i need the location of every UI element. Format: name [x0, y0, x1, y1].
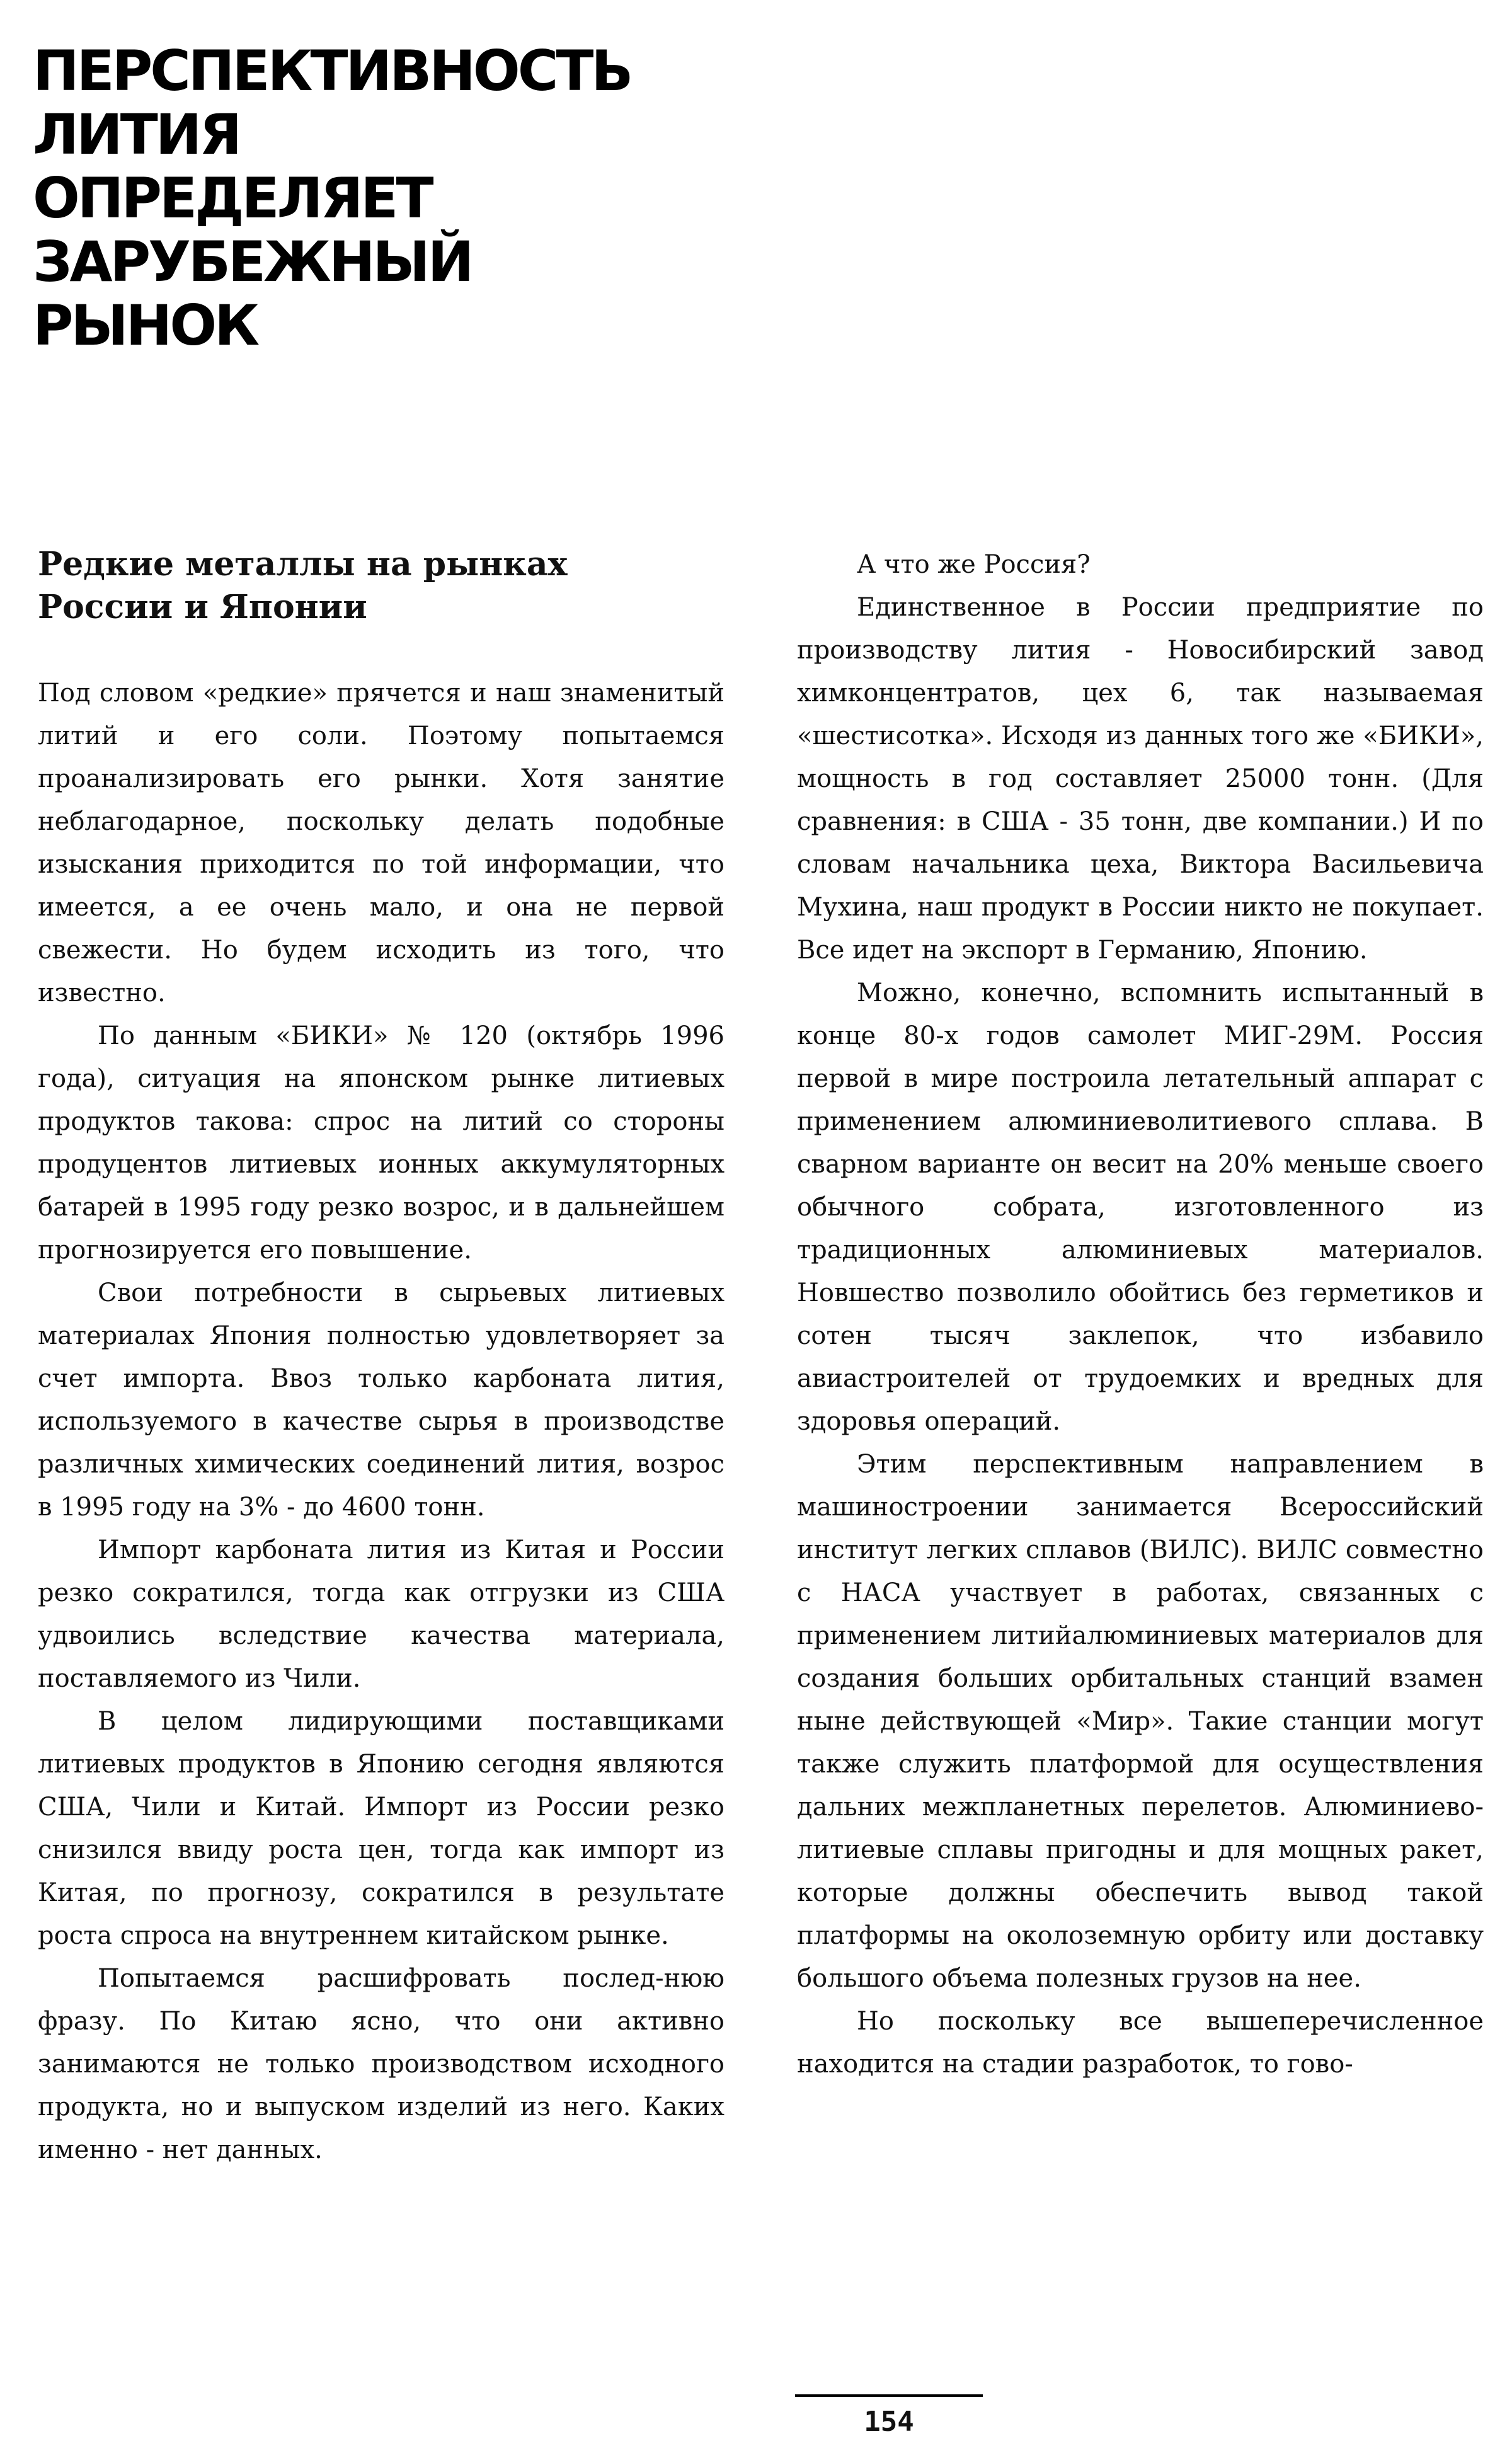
body-paragraph: Но поскольку все вышеперечисленное находится на стадии разработок, то гово-	[797, 2007, 1484, 2079]
body-paragraph: А что же Россия?	[857, 550, 1091, 579]
body-paragraph: Этим перспективным направлением в машиностроении занимается Всероссийский институт легких сплавов (ВИЛС). ВИЛС совместно с НАСА участвует в работах, связанных с применением литийалюминиевых материалов для создания больших орбитальных станций взамен ныне действующей «Мир». Такие станции могут также служить платформой для осуществления дальних межпланетных перелетов. Алюминиево-литиевые сплавы пригодны и для мощных ракет, которые должны обеспечить вывод такой платформы на околоземную орбиту или доставку большого объема полезных грузов на нее.	[797, 1450, 1484, 1993]
body-paragraph: Попытаемся расшифровать послед-нюю фразу. По Китаю ясно, что они активно занимаются не только производством исходного продукта, но и выпуском изделий из него. Каких именно - нет данных.	[38, 1964, 724, 2164]
body-paragraph: Единственное в России предприятие по производству лития - Новосибирский завод химконцентратов, цех 6, так называемая «шестисотка». Исходя из данных того же «БИКИ», мощность в год составляет 25000 тонн. (Для сравнения: в США - 35 тонн, две компании.) И по словам начальника цеха, Виктора Васильевича Мухина, наш продукт в России никто не покупает. Все идет на экспорт в Германию, Японию.	[797, 593, 1484, 965]
footer-divider	[795, 2394, 983, 2397]
page-number: 154	[864, 2406, 914, 2438]
article-headline	[33, 39, 726, 357]
subheading-line: России и Японии	[38, 588, 367, 626]
headline-line: РЫНОК	[33, 293, 258, 358]
right-column	[797, 543, 1484, 2086]
headline-line: ОПРЕДЕЛЯЕТ	[33, 166, 432, 231]
body-paragraph: Импорт карбоната лития из Китая и России резко сократился, тогда как отгрузки из США удвоились вследствие качества материала, поставляемого из Чили.	[38, 1536, 724, 1693]
headline-line: ЛИТИЯ	[33, 102, 240, 167]
headline-line: ПЕРСПЕКТИВНОСТЬ	[33, 38, 631, 103]
body-paragraph: Под словом «редкие» прячется и наш знаменитый литий и его соли. Поэтому попытаемся проанализировать его рынки. Хотя занятие неблагодарное, поскольку делать подобные изыскания приходится по той информации, что имеется, а ее очень мало, и она не первой свежести. Но будем исходить из того, что известно.	[38, 679, 724, 1008]
body-paragraph: Свои потребности в сырьевых литиевых материалах Япония полностью удовлетворяет за счет импорта. Ввоз только карбоната лития, используемого в качестве сырья в производстве различных химических соединений лития, возрос в 1995 году на 3% - до 4600 тонн.	[38, 1278, 724, 1522]
headline-line: ЗАРУБЕЖНЫЙ	[33, 229, 472, 294]
left-column	[38, 543, 724, 2171]
body-paragraph: Можно, конечно, вспомнить испытанный в конце 80-х годов самолет МИГ-29М. Россия первой в мире построила летательный аппарат с применением алюминиеволитиевого сплава. В сварном варианте он весит на 20% меньше своего обычного собрата, изготовленного из традиционных алюминиевых материалов. Новшество позволило обойтись без герметиков и сотен тысяч заклепок, что избавило авиастроителей от трудоемких и вредных для здоровья операций.	[797, 979, 1484, 1436]
body-paragraph: В целом лидирующими поставщиками литиевых продуктов в Японию сегодня являются США, Чили и Китай. Импорт из России резко снизился ввиду роста цен, тогда как импорт из Китая, по прогнозу, сократился в результате роста спроса на внутреннем китайском рынке.	[38, 1707, 724, 1950]
subheading-line: Редкие металлы на рынках	[38, 545, 568, 583]
section-subheading	[38, 543, 724, 629]
body-paragraph: По данным «БИКИ» № 120 (октябрь 1996 года), ситуация на японском рынке литиевых продуктов такова: спрос на литий со стороны продуцентов литиевых ионных аккумуляторных батарей в 1995 году резко возрос, и в дальнейшем прогнозируется его повышение.	[38, 1021, 724, 1265]
